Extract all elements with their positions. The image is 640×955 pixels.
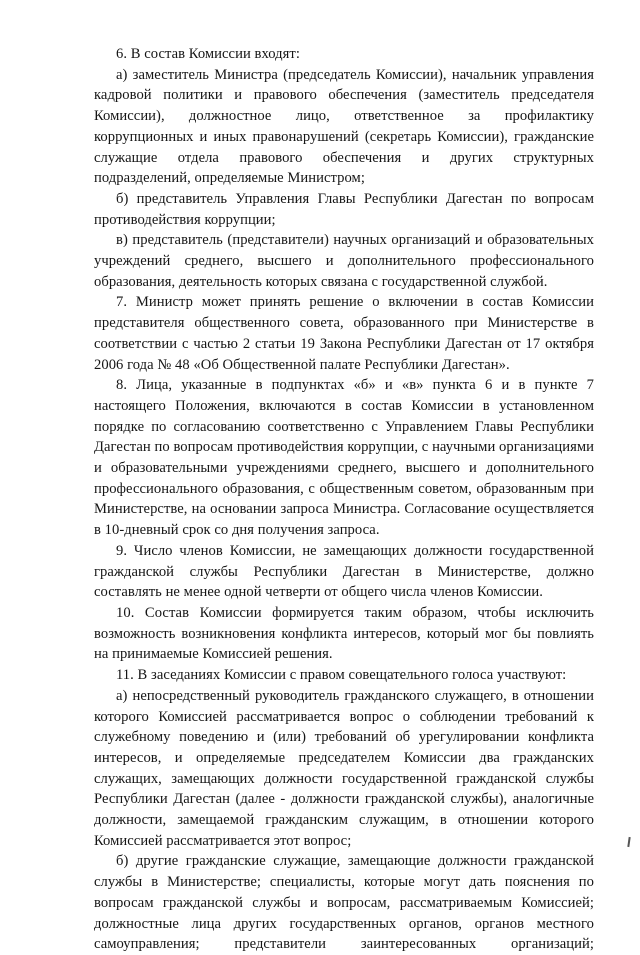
document-page <box>94 44 594 955</box>
paragraph-11b: б) другие гражданские служащие, замещающие должности гражданской службы в Министерстве; специалисты, которые могут дать пояснения по вопросам гражданской службы и вопросам, рассматриваемым Комиссией; должностные лица других государственных органов, органов местного самоуправления; представители заинтересованных организаций; <box>94 853 594 953</box>
paragraph-11-heading: 11. В заседаниях Комиссии с правом совещательного голоса участвуют: <box>116 667 567 684</box>
paragraph-10: 10. Состав Комиссии формируется таким образом, чтобы исключить возможность возникновения конфликта интересов, который мог бы повлиять на принимаемые Комиссией решения. <box>94 604 594 663</box>
paragraph-11a: а) непосредственный руководитель гражданского служащего, в отношении которого Комиссией рассматривается вопрос о соблюдении требований к служебному поведению и (или) требований об урегулировании конфликта интересов, и определяемые председателем Комиссии два гражданских служащих, замещающих должности государственной гражданской службы Республики Дагестан (далее - должности гражданской службы), аналогичные должности, замещаемой гражданским служащим, в отношении которого Комиссией рассматривается этот вопрос; <box>94 687 594 849</box>
paragraph-6c: в) представитель (представители) научных организаций и образовательных учреждений среднего, высшего и дополнительного профессионального образования, деятельность которых связана с государственной службой. <box>94 232 594 290</box>
paragraph-9: 9. Число членов Комиссии, не замещающих должности государственной гражданской службы Республики Дагестан в Министерстве, должно составлять не менее одной четверти от общего числа членов Комиссии. <box>94 542 594 601</box>
paragraph-7: 7. Министр может принять решение о включении в состав Комиссии представителя общественного совета, образованного при Министерстве в соответствии с частью 2 статьи 19 Закона Республики Дагестан от 17 октября 2006 года № 48 «Об Общественной палате Республики Дагестан». <box>94 294 594 373</box>
paragraph-6a: а) заместитель Министра (председатель Комиссии), начальник управления кадровой политики и правового обеспечения (заместитель председателя Комиссии), должностное лицо, ответственное за профилактику коррупционных и иных правонарушений (секретарь Комиссии), гражданские служащие отдела правового обеспечения и других структурных подразделений, определяемые Министром; <box>94 66 594 187</box>
paragraph-8: 8. Лица, указанные в подпунктах «б» и «в» пункта 6 и в пункте 7 настоящего Положения, включаются в состав Комиссии в установленном порядке по согласованию соответственно с Управлением Главы Республики Дагестан по вопросам противодействия коррупции, с научными организациями и образовательными учреждениями среднего, высшего и дополнительного профессионального образования, с общественным советом, образованным при Министерстве, на основании запроса Министра. Согласование осуществляется в 10-дневный срок со дня получения запроса. <box>94 377 594 539</box>
paragraph-6b: б) представитель Управления Главы Республики Дагестан по вопросам противодействия коррупции; <box>94 190 594 228</box>
paragraph-6-heading: 6. В состав Комиссии входят: <box>116 46 300 62</box>
scan-mark <box>627 837 630 847</box>
